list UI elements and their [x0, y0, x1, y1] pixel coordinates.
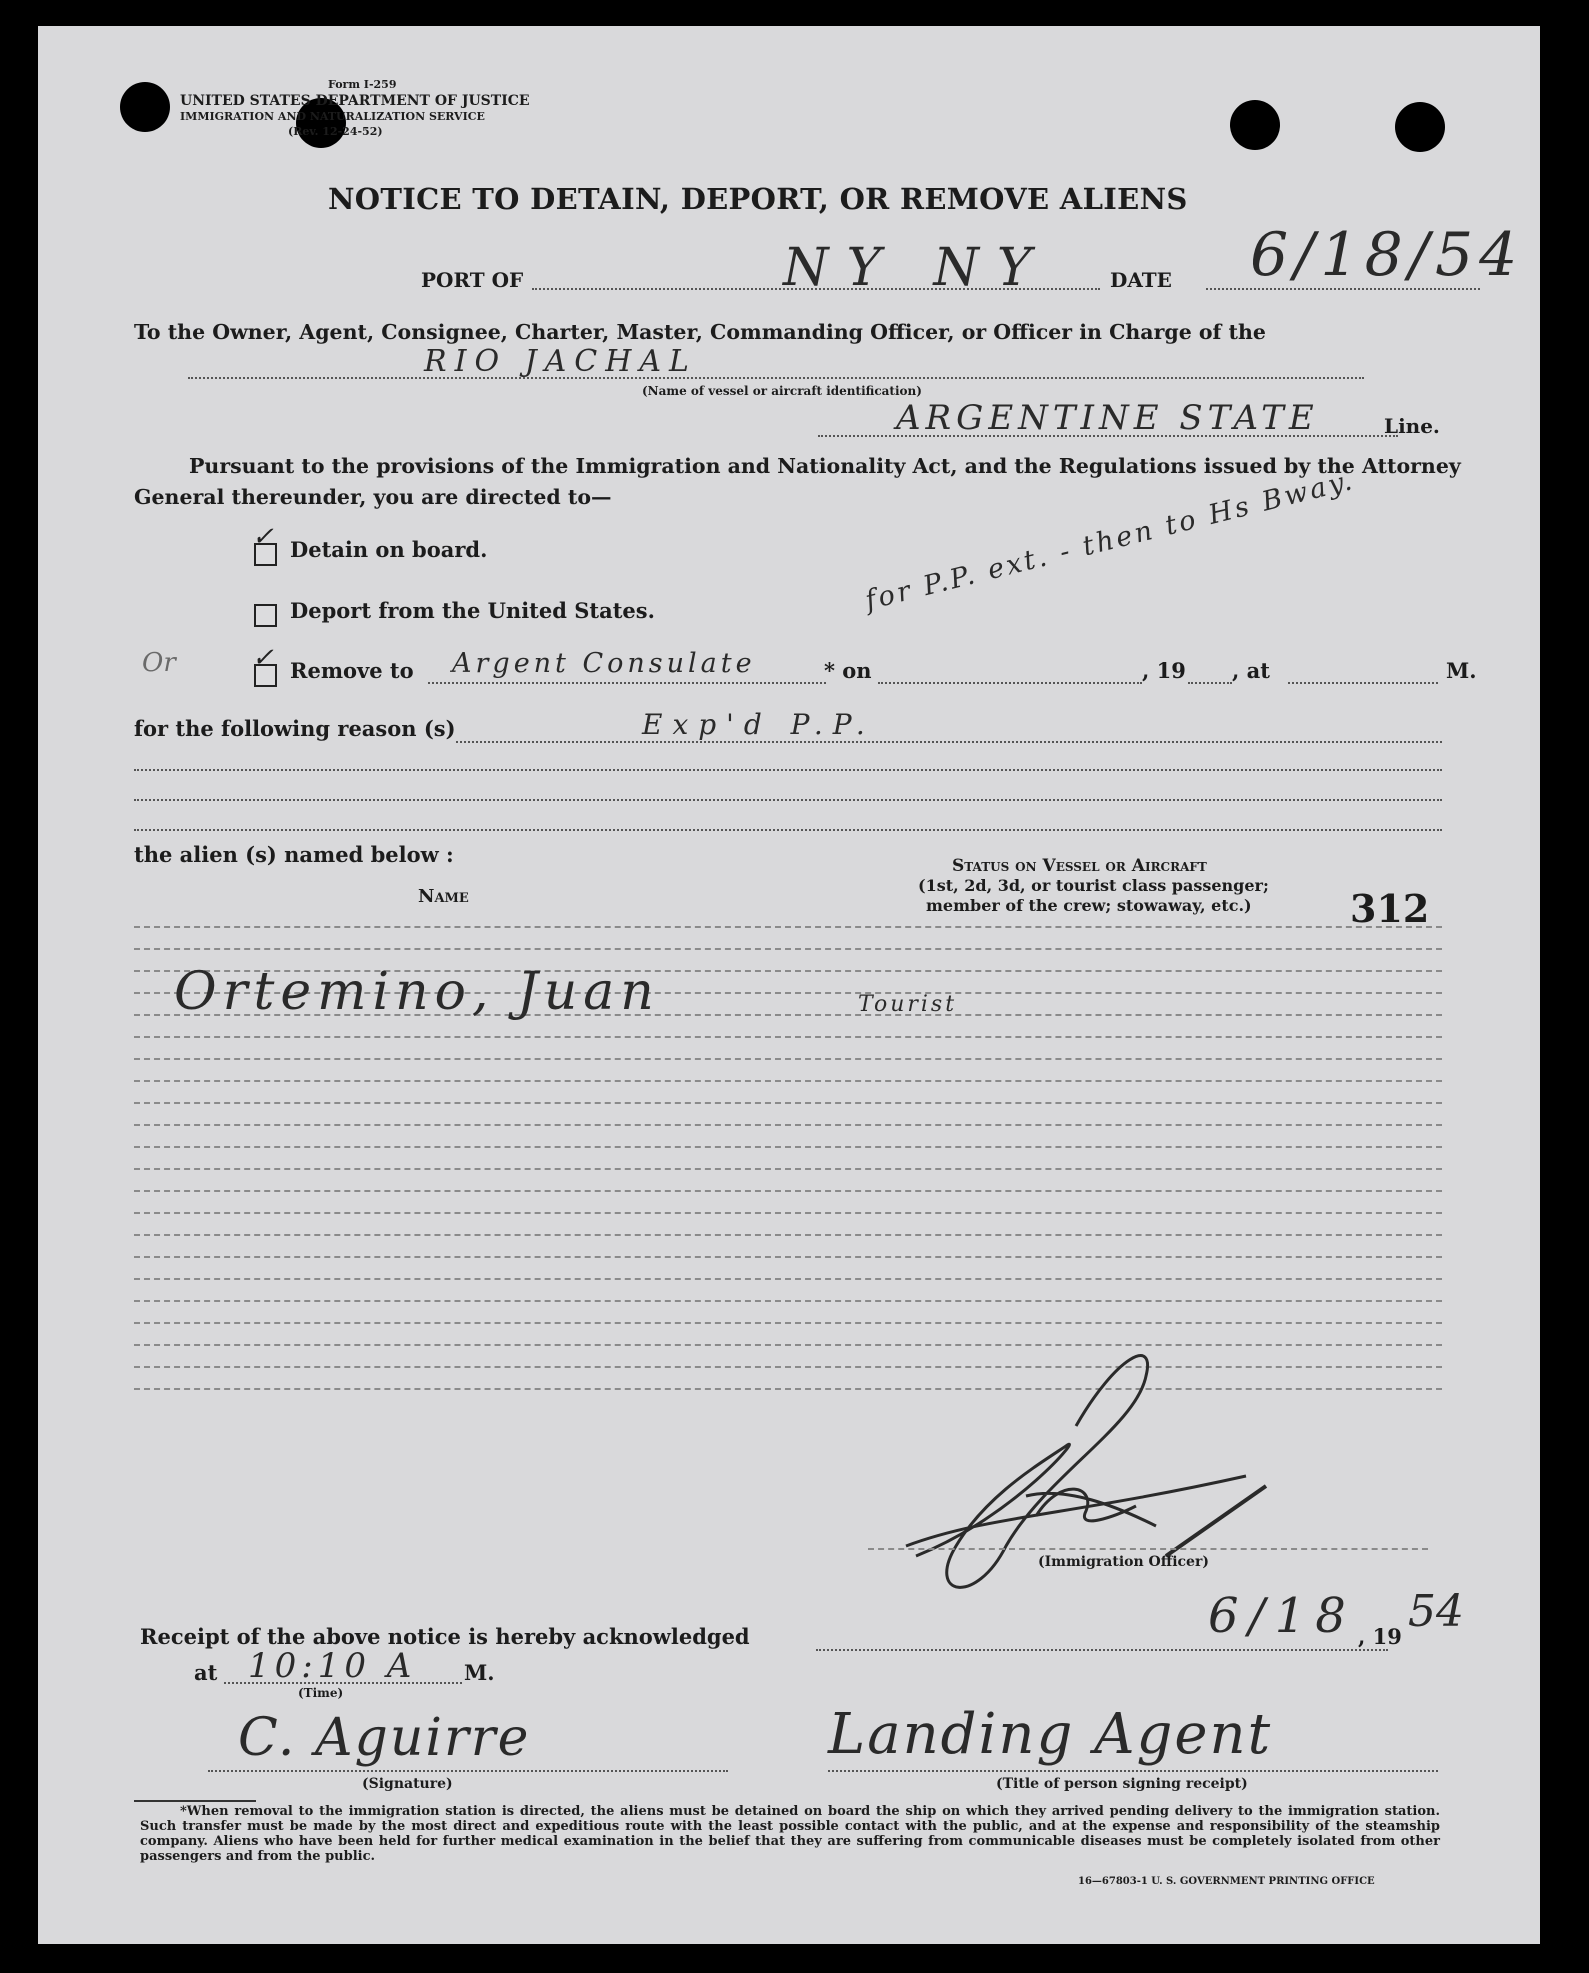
receipt-time-value: 10:10 A: [248, 1646, 417, 1686]
officer-caption: (Immigration Officer): [1038, 1554, 1209, 1570]
remove-on-label: * on: [824, 658, 872, 683]
receipt-date-line: [816, 1649, 1388, 1651]
addressee-line: To the Owner, Agent, Consignee, Charter, Master, Commanding Officer, or Officer in Charge of the: [134, 320, 1266, 344]
handwritten-annotation: for P.P. ext. - then to Hs Bway.: [862, 464, 1358, 617]
table-row-line: [134, 1080, 1442, 1082]
vessel-value: RIO JACHAL: [424, 344, 697, 379]
date-value: 6/18/54: [1250, 220, 1524, 290]
table-row-line: [134, 1278, 1442, 1280]
table-row-line: [134, 1102, 1442, 1104]
table-row-line: [134, 948, 1442, 950]
stamp-number: 312: [1350, 886, 1430, 931]
vessel-caption: (Name of vessel or aircraft identification): [642, 384, 922, 398]
line-value: ARGENTINE STATE: [896, 398, 1319, 438]
margin-note: Or: [142, 648, 176, 678]
port-value: NY NY: [783, 238, 1050, 298]
table-row-line: [134, 1234, 1442, 1236]
receipt-signature-caption: (Signature): [362, 1776, 453, 1792]
line-label: Line.: [1384, 414, 1440, 438]
table-row-line: [134, 1168, 1442, 1170]
remove-year-line: [1188, 682, 1232, 684]
receipt-year-value: 54: [1408, 1586, 1464, 1637]
vessel-line: [188, 377, 1364, 379]
officer-signature-line: [868, 1548, 1428, 1550]
date-label: DATE: [1110, 268, 1172, 292]
pursuant-text: Pursuant to the provisions of the Immigration and Nationality Act, and the Regulations issued by the Attorney General thereunder, you are directed to—: [134, 454, 1461, 509]
aliens-label: the alien (s) named below :: [134, 842, 454, 867]
receipt-time-caption: (Time): [298, 1686, 344, 1700]
punch-hole-right-2: [1395, 102, 1445, 152]
detain-label: Detain on board.: [290, 537, 488, 562]
table-row-line: [134, 1300, 1442, 1302]
punch-hole-right-1: [1230, 100, 1280, 150]
table-row-line: [134, 1212, 1442, 1214]
table-row-line: [134, 1146, 1442, 1148]
table-row-line: [134, 1058, 1442, 1060]
status-column-sub1: (1st, 2d, 3d, or tourist class passenger;: [918, 876, 1269, 895]
remove-at-label: , at: [1232, 658, 1270, 683]
reason-line-3: [134, 799, 1442, 801]
name-column-header: Name: [418, 886, 469, 907]
remove-destination-value: Argent Consulate: [452, 648, 756, 679]
receipt-at-label: at: [194, 1660, 218, 1685]
reason-value: Exp'd P.P.: [642, 708, 875, 741]
remove-year-label: , 19: [1142, 658, 1186, 683]
receipt-m-label: M.: [464, 1660, 495, 1685]
remove-time-line: [1288, 682, 1438, 684]
reason-line-1: [456, 741, 1442, 743]
remove-check-mark: ✓: [252, 643, 274, 673]
remove-destination-line: [428, 682, 826, 684]
status-column-header: Status on Vessel or Aircraft: [952, 856, 1207, 876]
status-column-sub2: member of the crew; stowaway, etc.): [926, 896, 1252, 915]
punch-hole-left-1: [120, 82, 170, 132]
receipt-date-value: 6/18: [1208, 1588, 1356, 1644]
table-row-line: [134, 1124, 1442, 1126]
officer-signature: [866, 1316, 1286, 1616]
deport-checkbox[interactable]: [254, 604, 277, 627]
alien-status: Tourist: [858, 992, 958, 1017]
reason-line-2: [134, 769, 1442, 771]
receipt-signature-line: [208, 1770, 728, 1772]
table-row-line: [134, 926, 1442, 928]
footnote-rule: [134, 1800, 256, 1802]
detain-check-mark: ✓: [252, 522, 274, 552]
footnote: *When removal to the immigration station is directed, the aliens must be detained on board the ship on which they arrived pending delivery to the immigration station. Such transfer must be made by the most direct and expeditious route with the least possible contact with the public, and at the expense and responsibility of the steamship company. Aliens who have been held for further medical examination in the belief that they are suffering from communicable diseases must be completely isolated from other passengers and from the public.: [140, 1804, 1440, 1864]
form-number: Form I-259: [328, 78, 397, 91]
receipt-signature-value: C. Aguirre: [238, 1708, 531, 1768]
alien-name: Ortemino, Juan: [174, 962, 660, 1022]
service-name: IMMIGRATION AND NATURALIZATION SERVICE: [180, 110, 485, 123]
reason-line-4: [134, 829, 1442, 831]
receipt-title-caption: (Title of person signing receipt): [996, 1776, 1248, 1792]
revision-date: (Rev. 12-24-52): [288, 125, 383, 138]
receipt-year-label: , 19: [1358, 1624, 1402, 1649]
port-label: PORT OF: [421, 268, 524, 292]
receipt-text: Receipt of the above notice is hereby acknowledged: [140, 1624, 750, 1649]
table-row-line: [134, 1256, 1442, 1258]
receipt-title-line: [828, 1770, 1438, 1772]
table-row-line: [134, 1190, 1442, 1192]
remove-date-line: [878, 682, 1142, 684]
table-row-line: [134, 1036, 1442, 1038]
department-name: UNITED STATES DEPARTMENT OF JUSTICE: [180, 93, 530, 109]
form-page: [38, 26, 1540, 1944]
remove-m-label: M.: [1446, 658, 1477, 683]
page-title: NOTICE TO DETAIN, DEPORT, OR REMOVE ALIENS: [328, 182, 1188, 216]
reason-label: for the following reason (s): [134, 716, 456, 741]
deport-label: Deport from the United States.: [290, 598, 655, 623]
printer-line: 16—67803-1 U. S. GOVERNMENT PRINTING OFFICE: [1078, 1876, 1375, 1887]
receipt-title-value: Landing Agent: [828, 1702, 1273, 1767]
remove-label: Remove to: [290, 658, 414, 683]
